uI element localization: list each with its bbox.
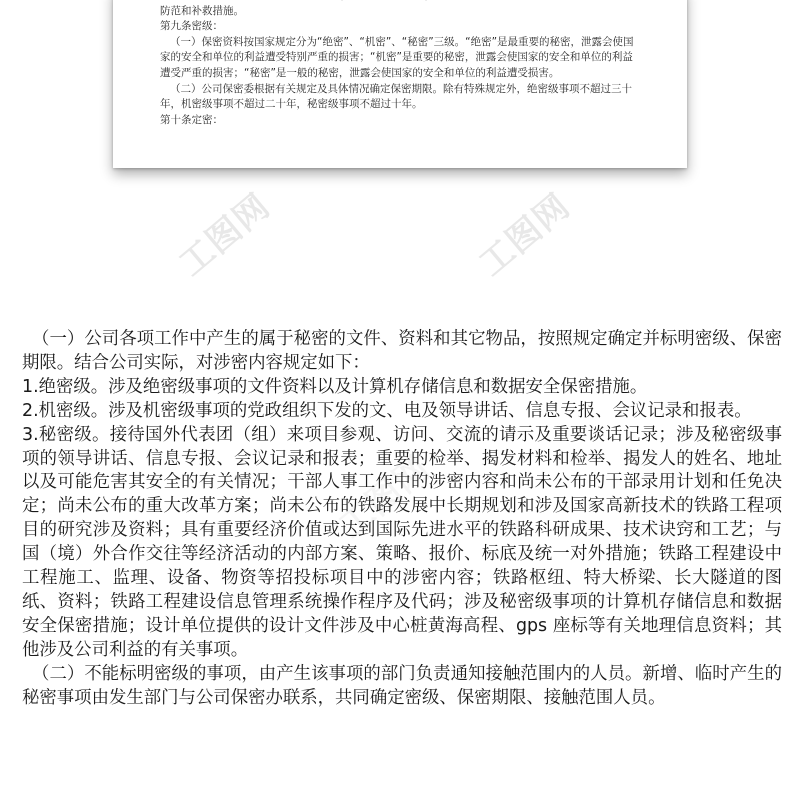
document-page-text	[160, 0, 640, 128]
doc-line: 第九条密级：	[160, 20, 223, 33]
watermark: 工图网	[331, 448, 438, 547]
doc-line: 第十条定密：	[160, 113, 223, 126]
watermark: 工图网	[171, 186, 278, 285]
doc-line: 防范和补救措施。	[160, 4, 244, 17]
watermark: 工图网	[471, 186, 578, 285]
body-paragraph: 1.绝密级。涉及绝密级事项的文件资料以及计算机存储信息和数据安全保密措施。	[22, 376, 648, 397]
doc-paragraph: （一）保密资料按国家规定分为“绝密”、“机密”、“秘密”三级。“绝密”是最重要的秘密，泄露会使国家的安全和单位的利益遭受特别严重的损害；“机密”是重要的秘密，泄露会使国家的安全和单位的利益遭受严重的损害；“秘密”是一般的秘密，泄露会使国家的安全和单位的利益遭受损害。	[160, 35, 634, 79]
document-page-preview	[113, 0, 687, 168]
body-paragraph: 2.机密级。涉及机密级事项的党政组织下发的文、电及领导讲话、信息专报、会议记录和报表。	[22, 400, 752, 421]
main-body-text	[22, 328, 782, 711]
body-paragraph: 3.秘密级。接待国外代表团（组）来项目参观、访问、交流的请示及重要谈话记录；涉及秘密级事项的领导讲话、信息专报、会议记录和报表；重要的检举、揭发材料和检举、揭发人的姓名、地址以及可能危害其安全的有关情况；干部人事工作中的涉密内容和尚未公布的干部录用计划和任免决定；尚未公布的重大改革方案；尚未公布的铁路发展中长期规划和涉及国家高新技术的铁路工程项目的研究涉及资料；具有重要经济价值或达到国际先进水平的铁路科研成果、技术诀窍和工艺；与国（境）外合作交往等经济活动的内部方案、策略、报价、标底及统一对外措施；铁路工程建设中工程施工、监理、设备、物资等招投标项目中的涉密内容；铁路枢纽、特大桥梁、长大隧道的图纸、资料；铁路工程建设信息管理系统操作程序及代码；涉及秘密级事项的计算机存储信息和数据安全保密措施；设计单位提供的设计文件涉及中心桩黄海高程、gps 座标等有关地理信息资料；其他涉及公司利益的有关事项。	[22, 424, 782, 660]
body-paragraph: （二）不能标明密级的事项，由产生该事项的部门负责通知接触范围内的人员。新增、临时产生的秘密事项由发生部门与公司保密办联系，共同确定密级、保密期限、接触范围人员。	[22, 663, 782, 708]
doc-paragraph: （二）公司保密委根据有关规定及具体情况确定保密期限。除有特殊规定外，绝密级事项不超过三十年，机密级事项不超过二十年，秘密级事项不超过十年。	[160, 82, 632, 111]
body-paragraph: （一）公司各项工作中产生的属于秘密的文件、资料和其它物品，按照规定确定并标明密级、保密期限。结合公司实际，对涉密内容规定如下：	[22, 329, 782, 373]
